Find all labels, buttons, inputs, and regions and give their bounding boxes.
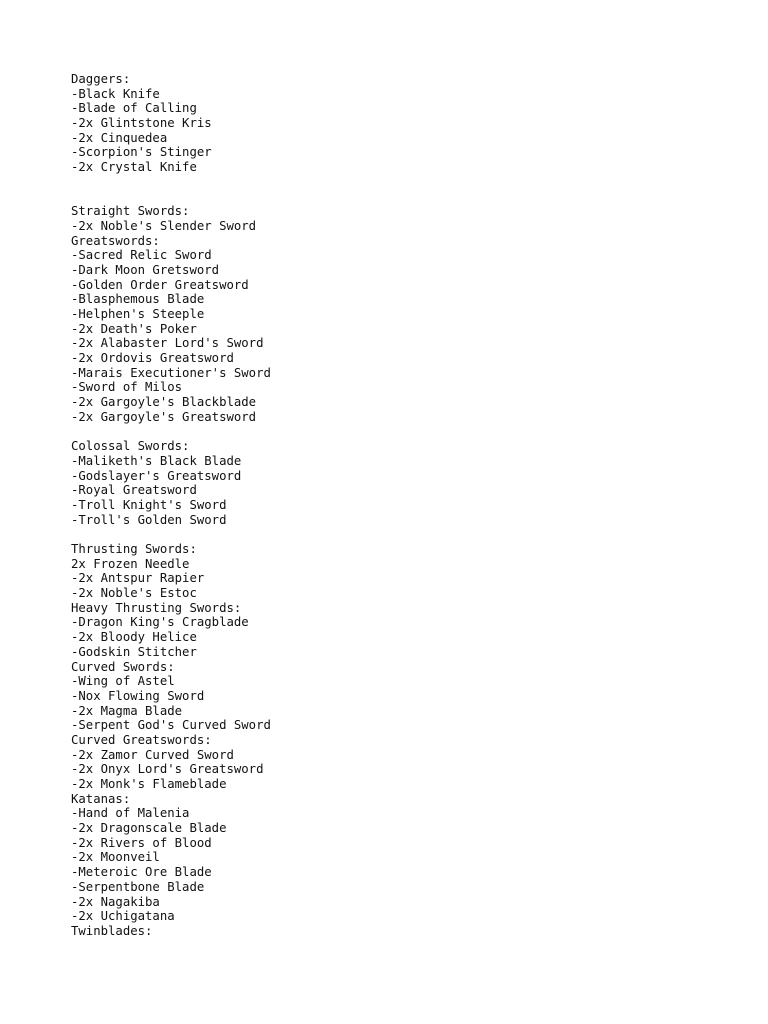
blank-line [71, 190, 271, 205]
text-line: -2x Nagakiba [71, 894, 160, 909]
text-line: -Serpent God's Curved Sword [71, 718, 271, 733]
text-line: -2x Rivers of Blood [71, 835, 212, 850]
text-line: -Marais Executioner's Sword [71, 365, 271, 380]
text-line: -Sacred Relic Sword [71, 248, 212, 263]
text-line: -Godskin Stitcher [71, 644, 197, 659]
text-line: -2x Dragonscale Blade [71, 821, 227, 836]
text-line: -Royal Greatsword [71, 483, 197, 498]
text-line: -Wing of Astel [71, 674, 175, 689]
text-line: -Dark Moon Gretsword [71, 262, 220, 277]
text-line: -Blasphemous Blade [71, 292, 205, 307]
text-line: 2x Frozen Needle [71, 556, 190, 571]
text-line: -Black Knife [71, 86, 160, 101]
document-text [71, 72, 271, 939]
blank-line [71, 425, 271, 440]
text-line: -Sword of Milos [71, 380, 183, 395]
text-line: -2x Gargoyle's Greatsword [71, 409, 257, 424]
text-line: Katanas: [71, 791, 131, 806]
text-line: -2x Monk's Flameblade [71, 777, 227, 791]
text-line: Greatswords: [71, 233, 160, 248]
text-line: -Troll Knight's Sword [71, 497, 227, 512]
text-line: -Troll's Golden Sword [71, 512, 227, 527]
text-line: -2x Uchigatana [71, 909, 175, 924]
text-line: -2x Gargoyle's Blackblade [71, 395, 257, 410]
text-line: -Blade of Calling [71, 101, 197, 116]
text-line: -Golden Order Greatsword [71, 277, 249, 292]
text-line: -2x Death's Poker [71, 321, 197, 336]
text-line: -2x Antspur Rapier [71, 571, 205, 586]
text-line: Curved Swords: [71, 659, 175, 674]
text-line: -2x Noble's Slender Sword [71, 218, 257, 233]
text-line: -2x Alabaster Lord's Sword [71, 336, 264, 351]
text-line: -Hand of Malenia [71, 806, 190, 821]
text-line: -2x Moonveil [71, 850, 160, 865]
text-line: -Serpentbone Blade [71, 879, 205, 894]
text-line: -Dragon King's Cragblade [71, 615, 249, 630]
text-line: Curved Greatswords: [71, 732, 212, 747]
text-line: -Nox Flowing Sword [71, 688, 205, 703]
text-line: -2x Noble's Estoc [71, 586, 197, 601]
text-line: Straight Swords: [71, 204, 190, 219]
text-line: -2x Onyx Lord's Greatsword [71, 762, 264, 777]
text-line: -2x Crystal Knife [71, 160, 197, 175]
text-line: -2x Glintstone Kris [71, 116, 212, 131]
text-line: -2x Zamor Curved Sword [71, 747, 234, 762]
blank-line [71, 527, 271, 542]
text-line: Colossal Swords: [71, 439, 190, 454]
text-line: -2x Ordovis Greatsword [71, 351, 234, 366]
text-line: Heavy Thrusting Swords: [71, 600, 242, 615]
text-line: -2x Magma Blade [71, 703, 183, 718]
text-line: -Helphen's Steeple [71, 307, 205, 321]
text-line: -Meteroic Ore Blade [71, 865, 212, 880]
text-line: -2x Cinquedea [71, 130, 168, 145]
text-line: -2x Bloody Helice [71, 630, 197, 645]
text-line: -Godslayer's Greatsword [71, 468, 242, 483]
text-line: Daggers: [71, 72, 131, 86]
text-line: -Maliketh's Black Blade [71, 453, 242, 468]
blank-line [71, 175, 271, 190]
text-line: Thrusting Swords: [71, 542, 197, 556]
text-line: Twinblades: [71, 923, 153, 938]
text-line: -Scorpion's Stinger [71, 145, 212, 160]
